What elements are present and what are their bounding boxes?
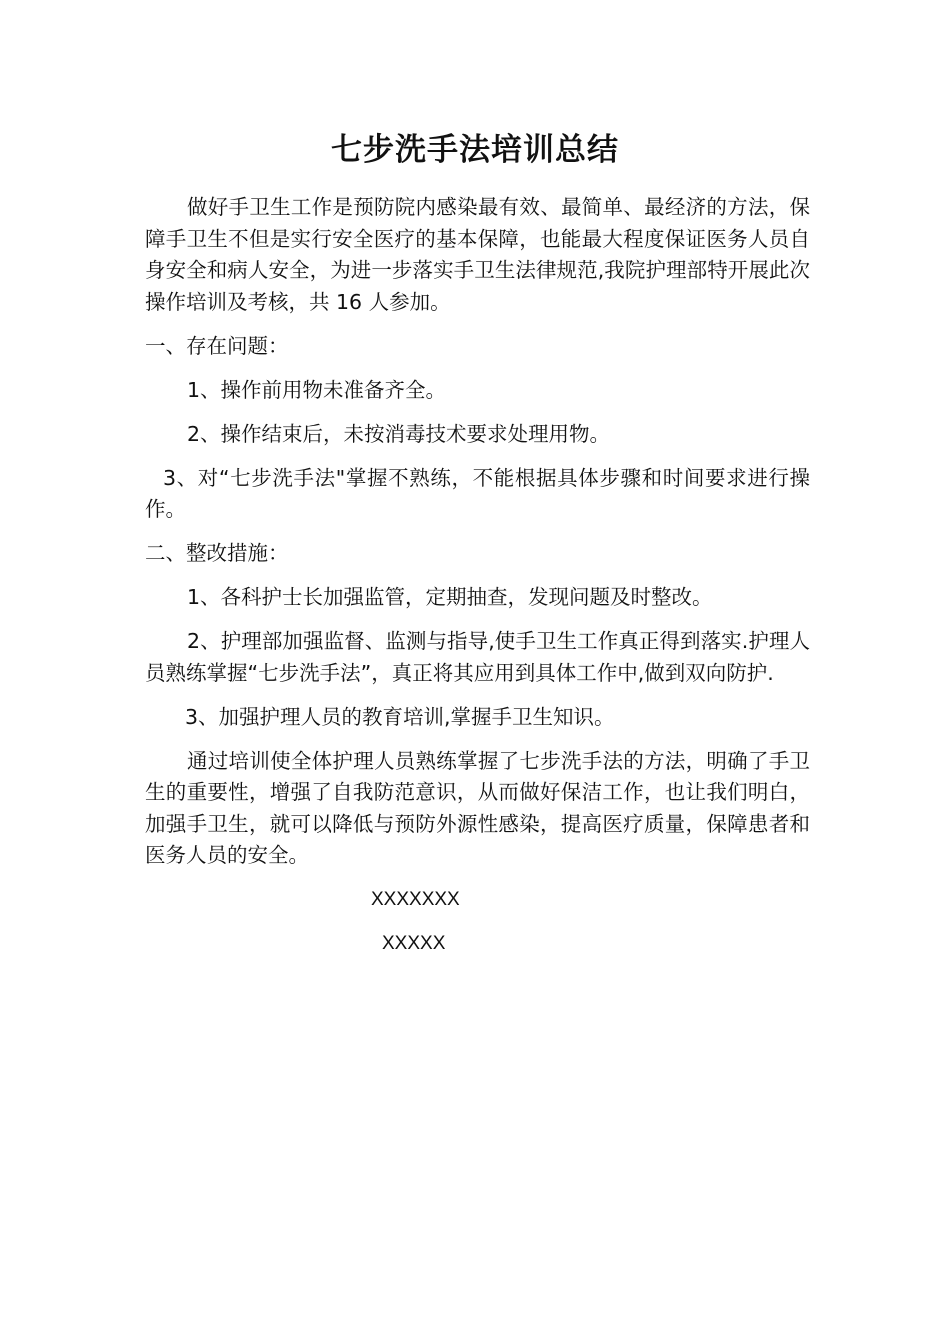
section-heading-measures: 二、整改措施： — [145, 541, 289, 565]
signature-line-1: XXXXXXX — [371, 889, 460, 910]
measure-item-3: 3、加强护理人员的教育培训,掌握手卫生知识。 — [185, 704, 615, 729]
problem-item-2: 2、操作结束后，未按消毒技术要求处理用物。 — [187, 421, 611, 446]
signature-line-2: XXXXX — [382, 933, 446, 954]
conclusion-paragraph: 通过培训使全体护理人员熟练掌握了七步洗手法的方法，明确了手卫生的重要性，增强了自我防范意识，从而做好保洁工作，也让我们明白，加强手卫生，就可以降低与预防外源性感染，提高医疗质量，保障患者和医务人员的安全。 — [145, 748, 810, 867]
problem-item-3: 3、对“七步洗手法"掌握不熟练，不能根据具体步骤和时间要求进行操作。 — [145, 465, 810, 521]
problem-item-1: 1、操作前用物未准备齐全。 — [187, 377, 447, 402]
document-title: 七步洗手法培训总结 — [331, 132, 619, 168]
measure-item-2: 2、护理部加强监督、监测与指导,使手卫生工作真正得到落实.护理人员熟练掌握“七步洗手法”，真正将其应用到具体工作中,做到双向防护. — [145, 629, 810, 685]
document-body — [145, 192, 810, 972]
intro-paragraph: 做好手卫生工作是预防院内感染最有效、最简单、最经济的方法，保障手卫生不但是实行安全医疗的基本保障，也能最大程度保证医务人员自身安全和病人安全，为进一步落实手卫生法律规范,我院护理部特开展此次操作培训及考核，共 16 人参加。 — [145, 195, 810, 314]
section-heading-problems: 一、存在问题： — [145, 333, 289, 358]
measure-item-1: 1、各科护士长加强监管，定期抽查，发现问题及时整改。 — [187, 585, 713, 609]
